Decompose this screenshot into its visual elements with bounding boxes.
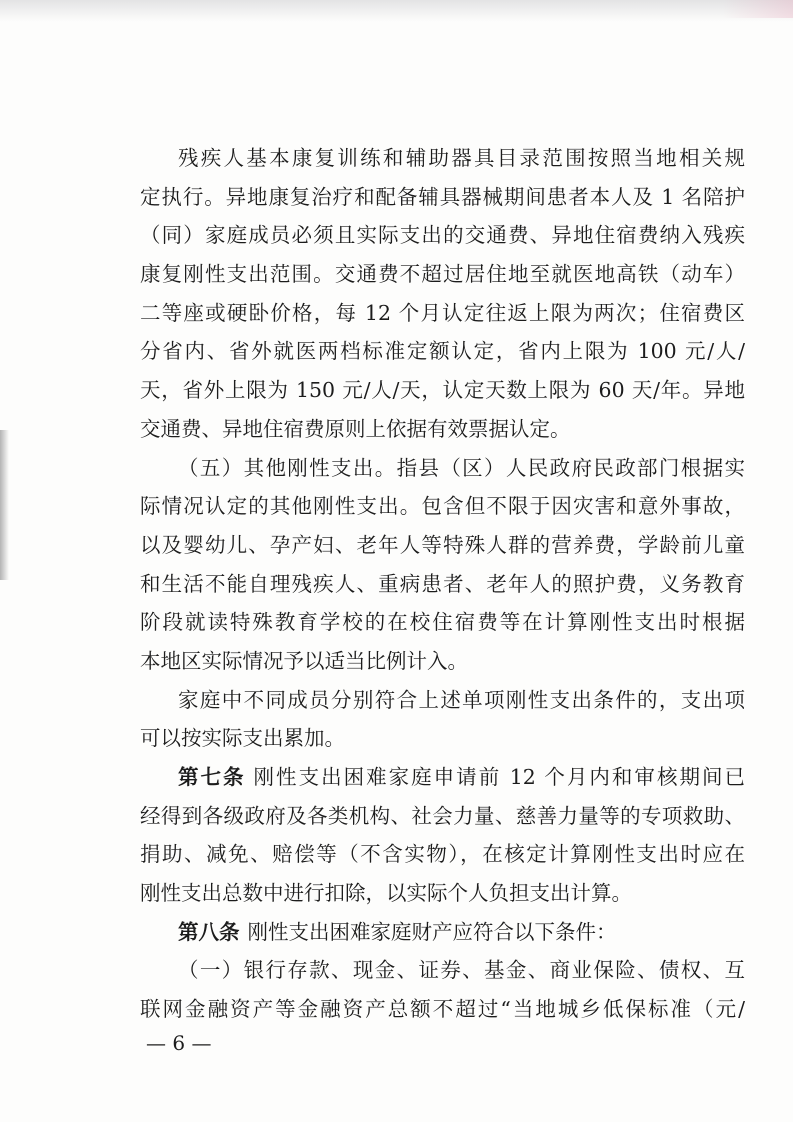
text-line: （五）其他刚性支出。指县（区）人民政府民政部门根据实 [178, 455, 745, 480]
text-line: 可以按实际支出累加。 [140, 726, 345, 751]
text-line: 际情况认定的其他刚性支出。包含但不限于因灾害和意外事故， [140, 494, 745, 519]
text-line: 残疾人基本康复训练和辅助器具目录范围按照当地相关规 [178, 146, 745, 170]
paragraph-other-expenses [140, 449, 745, 681]
scan-corner-mark [723, 0, 793, 18]
text-line: 家庭中不同成员分别符合上述单项刚性支出条件的，支出项 [178, 687, 745, 712]
text-line: 康复刚性支出范围。交通费不超过居住地至就医地高铁（动车） [140, 262, 745, 287]
text-line: 二等座或硬卧价格，每 12 个月认定往返上限为两次；住宿费区 [140, 300, 745, 325]
body-text [140, 139, 745, 1029]
text-line-rest: 刚性支出困难家庭申请前 12 个月内和审核期间已 [253, 765, 745, 789]
text-line: 捐助、减免、赔偿等（不含实物），在核定计算刚性支出时应在 [140, 842, 745, 867]
text-line: （同）家庭成员必须且实际支出的交通费、异地住宿费纳入残疾 [140, 223, 745, 248]
paragraph-cumulative [140, 681, 745, 758]
page-number: — 6 — [146, 1031, 212, 1055]
article-heading: 第八条 [178, 919, 240, 944]
article-heading: 第七条 [178, 765, 246, 789]
text-line: 阶段就读特殊教育学校的在校住宿费等在计算刚性支出时根据 [140, 610, 745, 635]
text-line: 经得到各级政府及各类机构、社会力量、慈善力量等的专项救助、 [140, 803, 745, 828]
text-line: 定执行。异地康复治疗和配备辅具器械期间患者本人及 1 名陪护 [140, 184, 745, 209]
text-line: 联网金融资产等金融资产总额不超过“当地城乡低保标准（元/ [140, 997, 745, 1022]
paragraph-financial-assets [140, 951, 745, 1028]
scan-binding-shadow [0, 430, 9, 580]
text-line: 以及婴幼儿、孕产妇、老年人等特殊人群的营养费，学龄前儿童 [140, 532, 745, 557]
text-line: 本地区实际情况予以适当比例计入。 [140, 648, 468, 673]
text-line: 分省内、省外就医两档标准定额认定，省内上限为 100 元/人/ [140, 339, 745, 364]
paragraph-disability-rehab [140, 139, 745, 449]
text-line-rest: 刚性支出困难家庭财产应符合以下条件： [247, 919, 617, 944]
paragraph-article-8 [140, 913, 745, 952]
paragraph-article-7 [140, 758, 745, 913]
text-line: 和生活不能自理残疾人、重病患者、老年人的照护费，义务教育 [140, 571, 745, 596]
text-line: 刚性支出总数中进行扣除，以实际个人负担支出计算。 [140, 881, 632, 906]
text-line [140, 913, 745, 952]
scan-top-edge [0, 0, 793, 22]
text-line: 交通费、异地住宿费原则上依据有效票据认定。 [140, 416, 571, 441]
text-line: 天，省外上限为 150 元/人/天，认定天数上限为 60 天/年。异地 [140, 378, 745, 403]
text-line [140, 758, 745, 797]
text-line: （一）银行存款、现金、证券、基金、商业保险、债权、互 [178, 958, 745, 983]
